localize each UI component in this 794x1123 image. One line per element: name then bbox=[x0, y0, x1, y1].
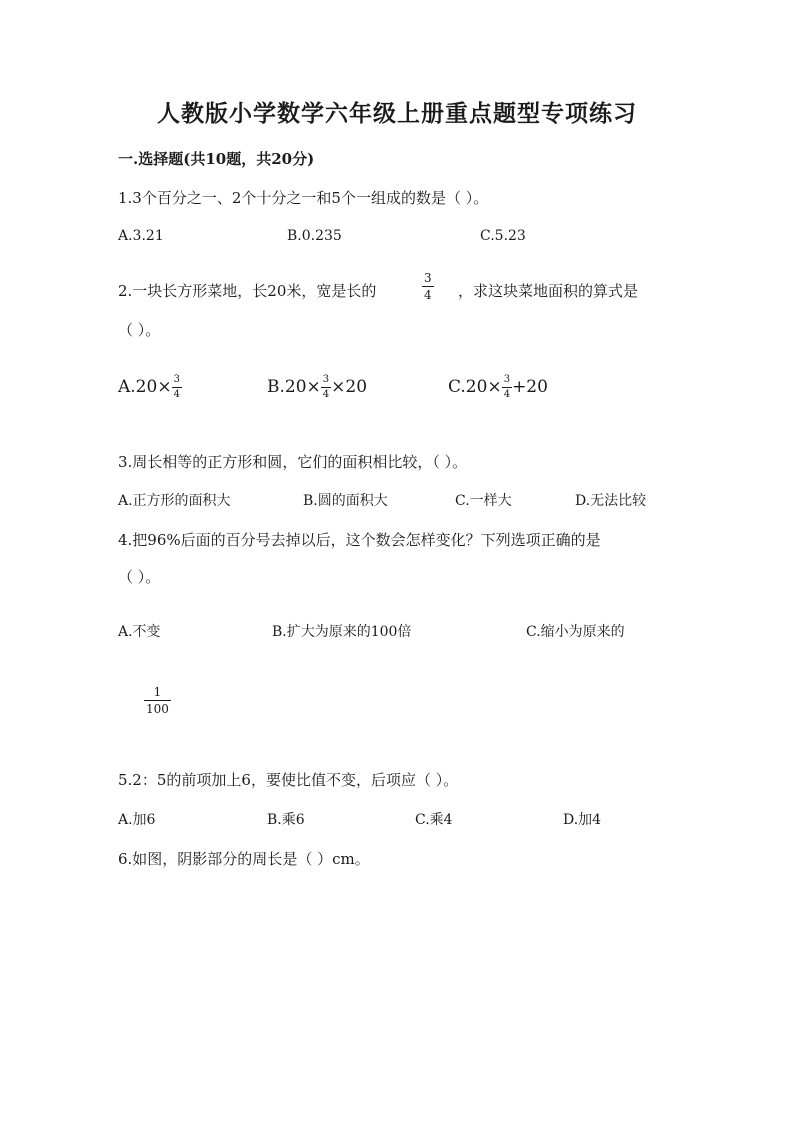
q2-b-suffix: ×20 bbox=[331, 377, 368, 397]
q2-text-before: 2.一块长方形菜地，长20米，宽是长的 bbox=[118, 282, 377, 300]
q2-b-bar bbox=[321, 387, 331, 388]
page-title: 人教版小学数学六年级上册重点题型专项练习 bbox=[157, 100, 637, 127]
q2-b-num: 3 bbox=[322, 374, 330, 385]
question-4: 4.把96%后面的百分号去掉以后，这个数会怎样变化？下列选项正确的是 bbox=[118, 531, 601, 549]
q2-a-prefix: A.20× bbox=[118, 377, 172, 397]
q2-option-c[interactable] bbox=[448, 375, 548, 400]
q2-line2: （ ）。 bbox=[118, 321, 161, 339]
q2-c-den: 4 bbox=[503, 389, 511, 400]
q3-option-b[interactable]: B.圆的面积大 bbox=[303, 493, 388, 509]
q4-line2: （ ）。 bbox=[118, 568, 161, 586]
q2-c-prefix: C.20× bbox=[448, 377, 502, 397]
q1-option-c[interactable]: C.5.23 bbox=[480, 228, 526, 244]
q2-frac-den: 4 bbox=[424, 288, 432, 302]
q5-option-b[interactable]: B.乘6 bbox=[267, 812, 305, 828]
q1-option-a[interactable]: A.3.21 bbox=[118, 228, 164, 244]
q2-a-bar bbox=[172, 387, 182, 388]
q4-option-a[interactable]: A.不变 bbox=[118, 624, 161, 640]
q3-option-d[interactable]: D.无法比较 bbox=[575, 493, 647, 509]
q2-a-den: 4 bbox=[173, 389, 180, 400]
question-3: 3.周长相等的正方形和圆，它们的面积相比较，（ ）。 bbox=[118, 453, 468, 471]
q2-b-den: 4 bbox=[322, 389, 330, 400]
question-6: 6.如图，阴影部分的周长是（ ）cm。 bbox=[118, 850, 370, 868]
q4-frac-num: 1 bbox=[153, 685, 162, 699]
q3-option-a[interactable]: A.正方形的面积大 bbox=[118, 493, 231, 509]
q2-option-a[interactable] bbox=[118, 375, 182, 400]
q4-option-b[interactable]: B.扩大为原来的100倍 bbox=[272, 624, 412, 640]
q2-a-num: 3 bbox=[173, 374, 180, 385]
q3-option-c[interactable]: C.一样大 bbox=[455, 493, 512, 509]
q2-text-after: ，求这块菜地面积的算式是 bbox=[458, 282, 639, 300]
question-5: 5.2：5的前项加上6，要使比值不变，后项应（ ）。 bbox=[118, 771, 459, 789]
q5-option-c[interactable]: C.乘4 bbox=[415, 812, 453, 828]
q2-fraction bbox=[422, 272, 434, 301]
q4-frac-den: 100 bbox=[146, 702, 169, 716]
q4-option-c[interactable]: C.缩小为原来的 bbox=[526, 624, 625, 640]
q2-c-num: 3 bbox=[503, 374, 511, 385]
q5-option-d[interactable]: D.加4 bbox=[563, 812, 602, 828]
q4-fraction bbox=[144, 686, 171, 715]
q2-option-b[interactable] bbox=[267, 375, 367, 400]
q4-frac-bar bbox=[144, 700, 171, 701]
q2-b-prefix: B.20× bbox=[267, 377, 321, 397]
section-heading: 一.选择题(共10题，共20分) bbox=[118, 150, 315, 168]
question-1: 1.3个百分之一、2个十分之一和5个一组成的数是（ ）。 bbox=[118, 189, 489, 207]
q1-option-b[interactable]: B.0.235 bbox=[287, 228, 342, 244]
q2-c-bar bbox=[502, 387, 512, 388]
q2-frac-bar bbox=[422, 286, 434, 287]
question-2 bbox=[118, 280, 403, 301]
q2-c-suffix: +20 bbox=[512, 377, 548, 397]
q2-frac-num: 3 bbox=[424, 271, 432, 285]
q5-option-a[interactable]: A.加6 bbox=[118, 812, 156, 828]
